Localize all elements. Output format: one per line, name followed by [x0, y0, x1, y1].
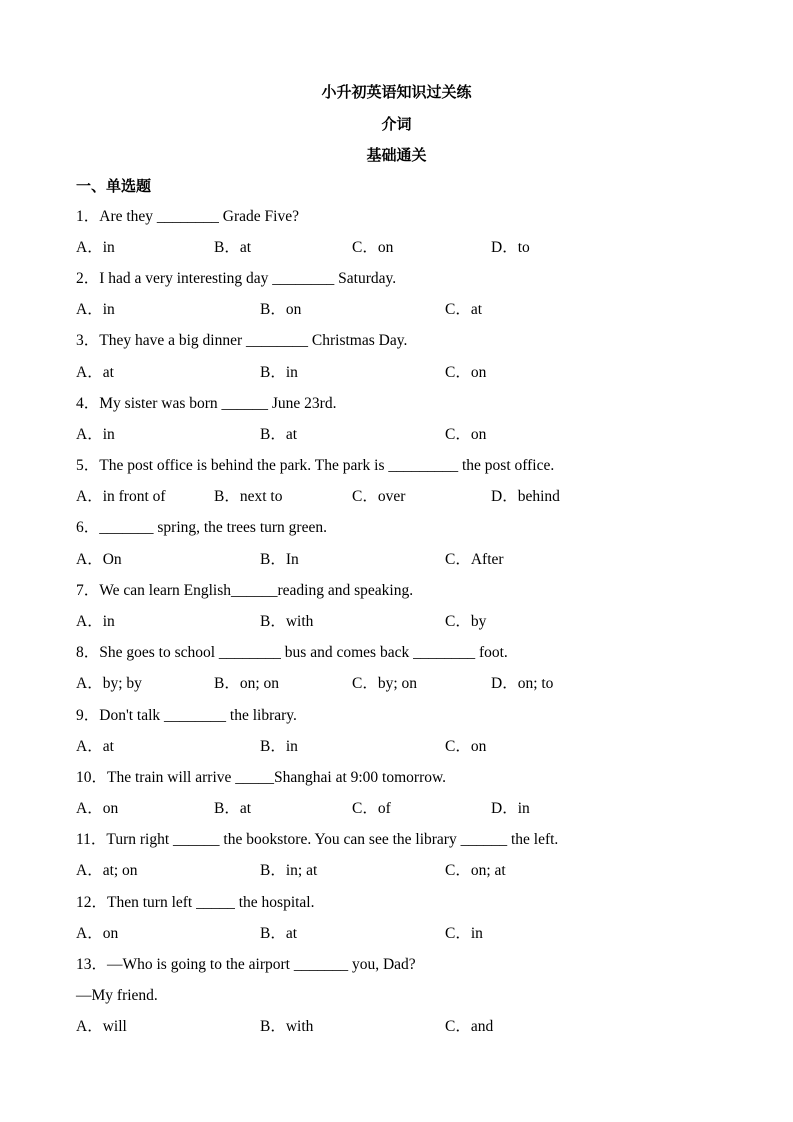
question-stem: 2．I had a very interesting day ________ Saturday. — [76, 270, 397, 287]
option-a: A．at — [76, 738, 114, 755]
worksheet-title: 小升初英语知识过关练 — [321, 83, 472, 101]
option-c: C．on — [445, 738, 487, 755]
option-b: B．on; on — [214, 675, 280, 692]
option-a: A．at; on — [76, 862, 138, 879]
option-c: C．of — [352, 800, 391, 817]
option-a: A．by; by — [76, 675, 142, 692]
option-b: B．In — [260, 551, 299, 568]
option-a: A．will — [76, 1018, 127, 1035]
question-stem: 13．—Who is going to the airport _______ you, Dad? — [76, 956, 416, 973]
question-stem: 6．_______ spring, the trees turn green. — [76, 519, 327, 536]
option-c: C．in — [445, 925, 483, 942]
option-b: B．at — [214, 239, 252, 256]
option-b: B．with — [260, 613, 314, 630]
option-b: B．next to — [214, 488, 283, 505]
question-stem: 9．Don't talk ________ the library. — [76, 707, 297, 724]
option-a: A．in — [76, 426, 115, 443]
option-a: A．in — [76, 239, 115, 256]
question-stem: 10．The train will arrive _____Shanghai at 9:00 tomorrow. — [76, 769, 447, 786]
question-stem: 1．Are they ________ Grade Five? — [76, 208, 299, 225]
option-d: D．on; to — [491, 675, 554, 692]
option-c: C．at — [445, 301, 483, 318]
option-a: A．on — [76, 925, 119, 942]
option-b: B．in — [260, 738, 298, 755]
question-stem: 3．They have a big dinner ________ Christmas Day. — [76, 332, 408, 349]
option-a: A．in — [76, 613, 115, 630]
option-d: D．in — [491, 800, 530, 817]
option-b: B．at — [260, 925, 298, 942]
option-a: A．in front of — [76, 488, 166, 505]
option-a: A．On — [76, 551, 122, 568]
option-b: B．at — [260, 426, 298, 443]
option-c: C．on; at — [445, 862, 506, 879]
option-a: A．in — [76, 301, 115, 318]
question-stem: 4．My sister was born ______ June 23rd. — [76, 395, 337, 412]
option-b: B．in — [260, 364, 298, 381]
option-c: C．and — [445, 1018, 494, 1035]
question-stem: 5．The post office is behind the park. The park is _________ the post office. — [76, 457, 555, 474]
question-stem: 8．She goes to school ________ bus and comes back ________ foot. — [76, 644, 508, 661]
option-c: C．on — [352, 239, 394, 256]
option-a: A．at — [76, 364, 114, 381]
option-c: C．by; on — [352, 675, 418, 692]
option-c: C．After — [445, 551, 504, 568]
option-d: D．behind — [491, 488, 560, 505]
option-b: B．with — [260, 1018, 314, 1035]
option-c: C．on — [445, 426, 487, 443]
level-title: 基础通关 — [366, 146, 427, 164]
question-stem: 11．Turn right ______ the bookstore. You can see the library ______ the left. — [76, 831, 559, 848]
option-b: B．in; at — [260, 862, 318, 879]
option-c: C．over — [352, 488, 406, 505]
option-d: D．to — [491, 239, 530, 256]
dialogue-response: —My friend. — [76, 987, 158, 1004]
topic-title: 介词 — [381, 115, 412, 133]
option-c: C．by — [445, 613, 487, 630]
section-heading: 一、单选题 — [76, 177, 152, 195]
question-stem: 12．Then turn left _____ the hospital. — [76, 894, 315, 911]
option-a: A．on — [76, 800, 119, 817]
question-stem: 7．We can learn English______reading and speaking. — [76, 582, 414, 599]
option-b: B．on — [260, 301, 302, 318]
option-b: B．at — [214, 800, 252, 817]
option-c: C．on — [445, 364, 487, 381]
